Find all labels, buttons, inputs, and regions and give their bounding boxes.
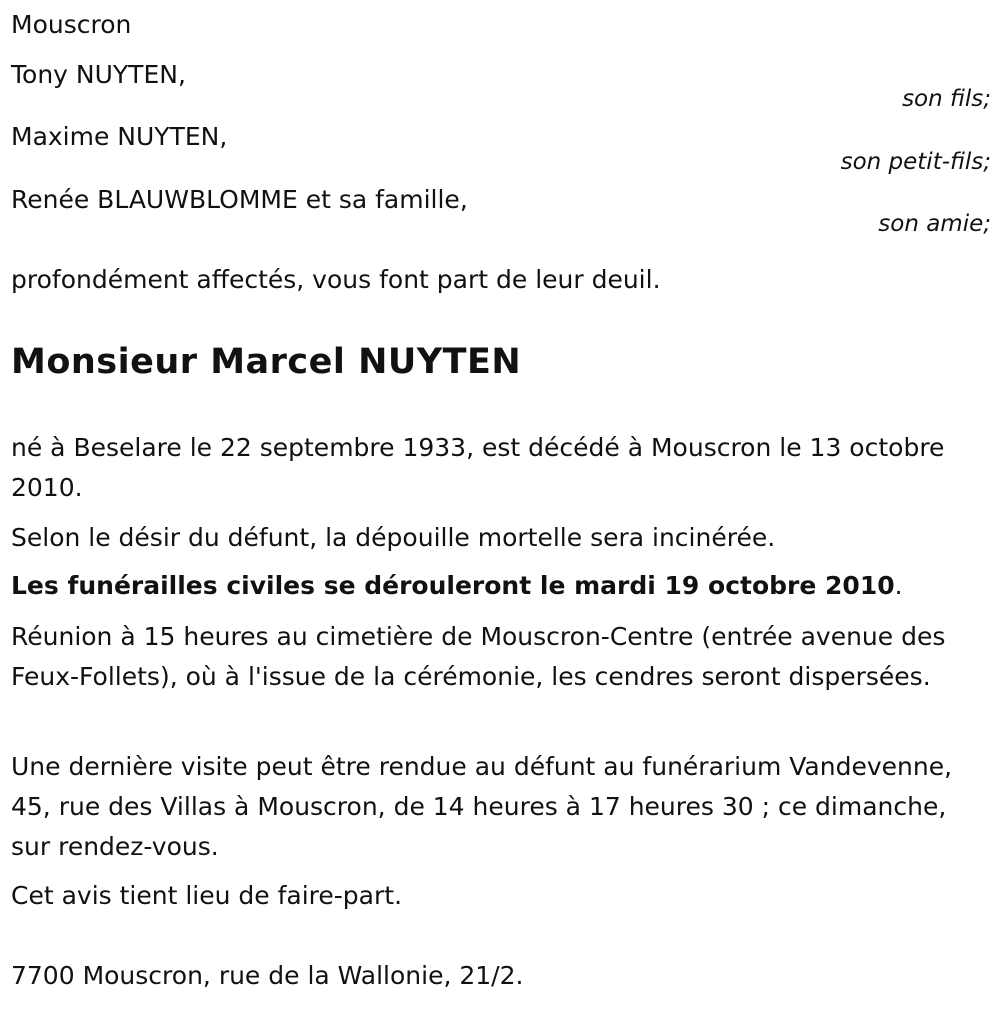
family-member-relation: son amie; xyxy=(878,211,991,237)
family-member-name: Renée BLAUWBLOMME et sa famille, xyxy=(11,185,468,214)
funeral-date: Les funérailles civiles se dérouleront le mardi 19 octobre 2010 xyxy=(11,571,895,600)
family-member-name: Tony NUYTEN, xyxy=(11,60,186,89)
funeral-text xyxy=(11,566,991,606)
cremation-text: Selon le désir du défunt, la dépouille mortelle sera incinérée. xyxy=(11,523,776,552)
family-member-name: Maxime NUYTEN, xyxy=(11,122,228,151)
family-member-relation: son fils; xyxy=(902,86,991,112)
address-text: 7700 Mouscron, rue de la Wallonie, 21/2. xyxy=(11,961,524,990)
reunion-text: Réunion à 15 heures au cimetière de Mouscron-Centre (entrée avenue des Feux-Follets), où à l'issue de la cérémonie, les cendres seront dispersées. xyxy=(11,622,946,691)
funeral-period: . xyxy=(894,571,903,600)
visit-text: Une dernière visite peut être rendue au défunt au funérarium Vandevenne, 45, rue des Villas à Mouscron, de 14 heures à 17 heures 30 ; ce dimanche, sur rendez-vous. xyxy=(11,752,953,861)
notice-text: Cet avis tient lieu de faire-part. xyxy=(11,881,403,910)
intro-text: profondément affectés, vous font part de leur deuil. xyxy=(11,265,661,294)
family-member-relation: son petit-fils; xyxy=(840,149,991,175)
birth-death-text: né à Beselare le 22 septembre 1933, est décédé à Mouscron le 13 octobre 2010. xyxy=(11,433,945,502)
city-heading: Mouscron xyxy=(11,10,132,39)
deceased-name: Monsieur Marcel NUYTEN xyxy=(11,342,522,382)
